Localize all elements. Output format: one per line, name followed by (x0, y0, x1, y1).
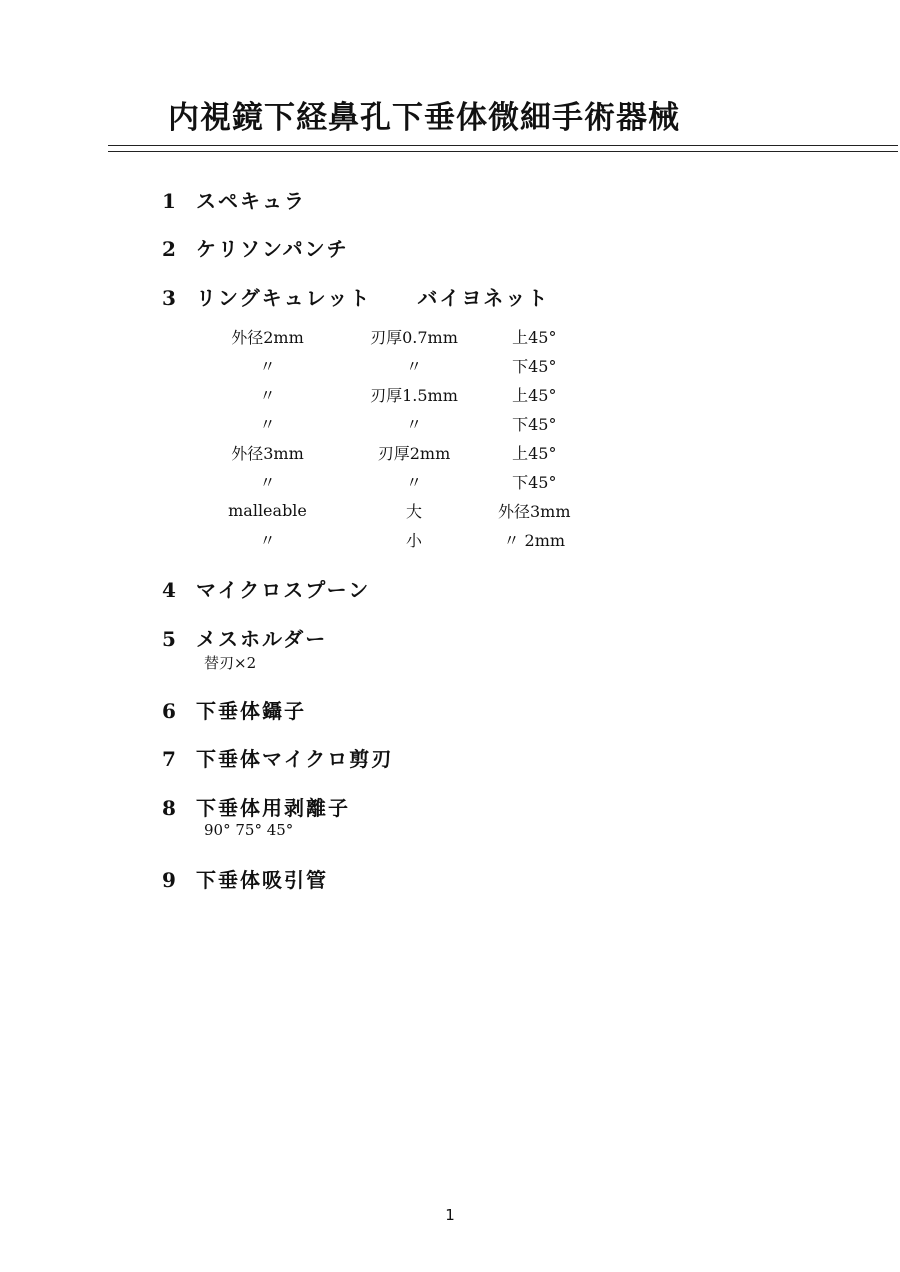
item-name: メスホルダー (196, 627, 328, 651)
table-cell: 〃 (259, 386, 276, 405)
list-item (162, 233, 349, 262)
table-row (205, 380, 571, 409)
list-item (162, 185, 306, 214)
item-note: 替刃×2 (204, 654, 257, 672)
list-item (162, 864, 328, 893)
table-cell: 外径3mm (231, 444, 304, 463)
item-name: 下垂体鑷子 (196, 699, 306, 723)
list-item (162, 282, 549, 311)
table-row (205, 438, 571, 467)
item-number: 5 (162, 627, 176, 651)
table-cell: 大 (405, 502, 422, 521)
item-name: 下垂体用剥離子 (196, 796, 350, 820)
table-cell: 〃 (405, 357, 422, 376)
table-cell: 外径2mm (231, 328, 304, 347)
table-cell: 小 (405, 531, 422, 550)
item-extra: バイヨネット (417, 286, 550, 310)
table-cell: 下45° (512, 415, 557, 434)
item-number: 4 (162, 578, 176, 602)
item-note: 90° 75° 45° (204, 821, 294, 839)
table-cell: 外径3mm (498, 502, 571, 521)
table-cell: 刃厚2mm (377, 444, 451, 463)
curette-spec-table (205, 322, 571, 554)
item-name: マイクロスプーン (196, 578, 371, 602)
title-rule-bottom (108, 151, 898, 152)
item-number: 6 (162, 699, 176, 723)
table-cell: 刃厚1.5mm (370, 386, 458, 405)
item-name: スペキュラ (196, 189, 306, 213)
table-cell: 上45° (512, 328, 557, 347)
item-number: 8 (162, 796, 176, 820)
table-cell: 〃 (259, 415, 276, 434)
list-item (162, 574, 370, 603)
table-cell: 上45° (512, 444, 557, 463)
item-name: 下垂体マイクロ剪刃 (196, 747, 394, 771)
table-row (205, 322, 571, 351)
table-row (205, 409, 571, 438)
page-number: 1 (445, 1206, 455, 1224)
item-name: リングキュレット (196, 286, 372, 310)
table-cell: 下45° (512, 473, 557, 492)
table-cell: malleable (228, 501, 307, 520)
item-number: 1 (162, 189, 176, 213)
table-row (205, 496, 571, 525)
table-row (205, 525, 571, 554)
item-name: 下垂体吸引管 (196, 868, 328, 892)
item-number: 7 (162, 747, 176, 771)
table-cell: 〃 (259, 357, 276, 376)
table-cell: 〃 (405, 415, 422, 434)
list-item (162, 695, 306, 724)
item-number: 3 (162, 286, 176, 310)
title-rule-top (108, 145, 898, 146)
table-cell: 上45° (512, 386, 557, 405)
page-title: 内視鏡下経鼻孔下垂体微細手術器械 (168, 100, 680, 136)
table-row (205, 467, 571, 496)
table-cell: 刃厚0.7mm (370, 328, 458, 347)
table-cell: 〃 2mm (503, 531, 566, 550)
table-row (205, 351, 571, 380)
table-cell: 下45° (512, 357, 557, 376)
item-number: 2 (162, 237, 176, 261)
item-name: ケリソンパンチ (196, 237, 349, 261)
table-cell: 〃 (405, 473, 422, 492)
table-cell: 〃 (259, 531, 276, 550)
list-item (162, 623, 327, 652)
table-cell: 〃 (259, 473, 276, 492)
item-number: 9 (162, 868, 176, 892)
list-item (162, 792, 350, 821)
list-item (162, 743, 393, 772)
